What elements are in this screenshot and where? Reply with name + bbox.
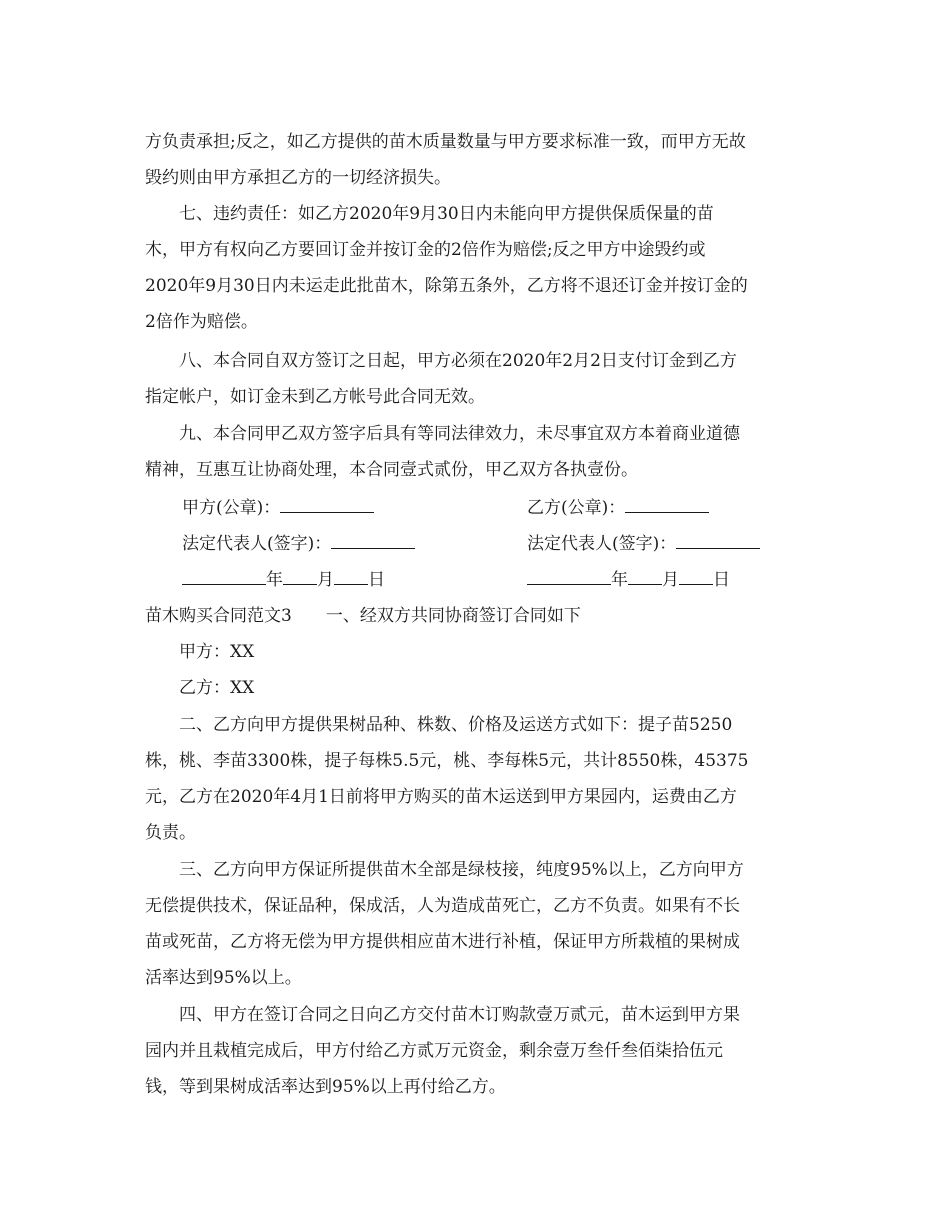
- year-blank: [527, 564, 611, 585]
- text-line: 七、违约责任：如乙方2020年9月30日内未能向甲方提供保质保量的苗: [179, 204, 714, 224]
- day-blank: [334, 564, 368, 585]
- party-b-date-line: [527, 562, 730, 598]
- month-blank: [628, 564, 662, 585]
- paragraph-continuation: [145, 124, 815, 196]
- party-b-seal-blank: [625, 492, 709, 513]
- text-line: 活率达到95%以上。: [145, 968, 302, 988]
- party-a-text: 甲方：XX: [179, 642, 255, 662]
- party-a-seal-label: 甲方(公章)：: [182, 498, 281, 518]
- day-label: 日: [713, 570, 730, 590]
- text-line: 精神，互惠互让协商处理，本合同壹式贰份，甲乙双方各执壹份。: [145, 460, 638, 480]
- party-a-seal-line: [182, 490, 374, 526]
- text-line: 负责。: [145, 823, 196, 843]
- text-line: 二、乙方向甲方提供果树品种、株数、价格及运送方式如下：提子苗5250: [179, 715, 733, 735]
- month-label: 月: [317, 570, 334, 590]
- text-line: 八、本合同自双方签订之日起，甲方必须在2020年2月2日支付订金到乙方: [179, 351, 737, 371]
- text-line: 无偿提供技术，保证品种，保成活，人为造成苗死亡，乙方不负责。如果有不长: [145, 896, 740, 916]
- text-line: 园内并且栽植完成后，甲方付给乙方贰万元资金，剩余壹万叁仟叁佰柒拾伍元: [145, 1041, 723, 1061]
- month-blank: [283, 564, 317, 585]
- text-line: 方负责承担;反之，如乙方提供的苗木质量数量与甲方要求标准一致，而甲方无故: [145, 132, 746, 152]
- text-line: 九、本合同甲乙双方签字后具有等同法律效力，未尽事宜双方本着商业道德: [179, 424, 740, 444]
- month-label: 月: [662, 570, 679, 590]
- text-line: 三、乙方向甲方保证所提供苗木全部是绿枝接，纯度95%以上，乙方向甲方: [179, 860, 744, 880]
- party-b-representative-line: [527, 526, 760, 562]
- year-label: 年: [266, 570, 283, 590]
- text-line: 钱，等到果树成活率达到95%以上再付给乙方。: [145, 1077, 506, 1097]
- party-b-representative-label: 法定代表人(签字)：: [527, 534, 677, 554]
- text-line: 木，甲方有权向乙方要回订金并按订金的2倍作为赔偿;反之甲方中途毁约或: [145, 240, 706, 260]
- text-line: 2020年9月30日内未运走此批苗木，除第五条外，乙方将不退还订金并按订金的: [145, 276, 748, 296]
- day-blank: [679, 564, 713, 585]
- day-label: 日: [368, 570, 385, 590]
- party-b-seal-line: [527, 490, 709, 526]
- text-line: 元，乙方在2020年4月1日前将甲方购买的苗木运送到甲方果园内，运费由乙方: [145, 787, 737, 807]
- party-b-line: [145, 670, 815, 706]
- party-b-signature-blank: [676, 528, 760, 549]
- year-blank: [182, 564, 266, 585]
- party-a-seal-blank: [280, 492, 374, 513]
- party-a-representative-label: 法定代表人(签字)：: [182, 534, 332, 554]
- paragraph-clause-2: [145, 707, 815, 851]
- party-a-signature-blank: [331, 528, 415, 549]
- paragraph-clause-4: [145, 997, 815, 1105]
- text-line: 毁约则由甲方承担乙方的一切经济损失。: [145, 168, 451, 188]
- section-heading: [145, 598, 815, 634]
- heading-text: 苗木购买合同范文3 一、经双方共同协商签订合同如下: [145, 606, 581, 626]
- text-line: 株，桃、李苗3300株，提子每株5.5元，桃、李每株5元，共计8550株，45375: [145, 751, 749, 771]
- party-b-seal-label: 乙方(公章)：: [527, 498, 626, 518]
- paragraph-clause-3: [145, 852, 815, 996]
- party-a-representative-line: [182, 526, 415, 562]
- party-b-text: 乙方：XX: [179, 678, 255, 698]
- paragraph-clause-7: [145, 196, 815, 340]
- party-a-date-line: [182, 562, 385, 598]
- text-line: 四、甲方在签订合同之日向乙方交付苗木订购款壹万贰元，苗木运到甲方果: [179, 1005, 740, 1025]
- text-line: 指定帐户，如订金未到乙方帐号此合同无效。: [145, 387, 485, 407]
- year-label: 年: [611, 570, 628, 590]
- text-line: 苗或死苗，乙方将无偿为甲方提供相应苗木进行补植，保证甲方所栽植的果树成: [145, 932, 740, 952]
- party-a-line: [145, 634, 815, 670]
- paragraph-clause-8: [145, 343, 815, 415]
- paragraph-clause-9: [145, 416, 815, 488]
- text-line: 2倍作为赔偿。: [145, 312, 258, 332]
